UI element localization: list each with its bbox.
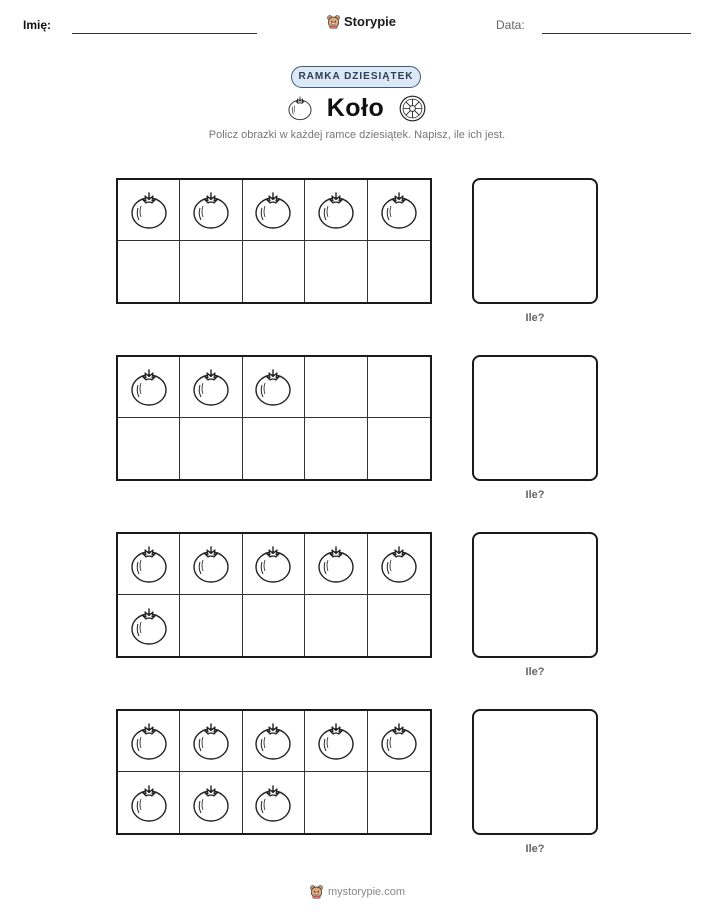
frame-cell <box>368 241 430 302</box>
tomato-icon <box>129 366 169 408</box>
frame-cell <box>180 534 242 595</box>
answer-box[interactable] <box>472 709 598 835</box>
tomato-icon <box>191 189 231 231</box>
frame-cell <box>305 534 367 595</box>
frame-cell <box>180 357 242 418</box>
frame-cell <box>305 357 367 418</box>
tomato-icon <box>253 782 293 824</box>
frame-cell <box>305 418 367 479</box>
answer-label: Ile? <box>525 489 545 501</box>
frame-cell <box>243 418 305 479</box>
tomato-icon <box>129 543 169 585</box>
frame-cell <box>180 418 242 479</box>
date-label: Data: <box>496 18 525 32</box>
frame-cell <box>305 595 367 656</box>
frame-cell <box>243 711 305 772</box>
tomato-icon <box>129 720 169 762</box>
frame-cell <box>305 180 367 241</box>
page-title: Koło <box>326 93 385 122</box>
tomato-icon <box>316 189 356 231</box>
frame-cell <box>180 711 242 772</box>
tomato-icon <box>253 189 293 231</box>
frame-cell <box>118 772 180 833</box>
frame-cell <box>368 418 430 479</box>
frame-cell <box>118 534 180 595</box>
frame-cell <box>305 711 367 772</box>
tomato-icon <box>316 720 356 762</box>
frame-cell <box>118 595 180 656</box>
brand-logo <box>326 14 396 29</box>
frame-cell <box>368 180 430 241</box>
answer-box[interactable] <box>472 532 598 658</box>
tomato-icon <box>253 720 293 762</box>
frame-cell <box>243 241 305 302</box>
frame-cell <box>368 595 430 656</box>
tomato-icon <box>129 605 169 647</box>
frame-cell <box>305 241 367 302</box>
tomato-icon <box>191 782 231 824</box>
frame-cell <box>180 241 242 302</box>
frame-cell <box>118 180 180 241</box>
frame-cell <box>368 772 430 833</box>
ten-frame <box>116 709 432 835</box>
frame-cell <box>368 534 430 595</box>
frame-cell <box>118 711 180 772</box>
footer-url: mystorypie.com <box>327 885 406 898</box>
ten-frame <box>116 532 432 658</box>
brand-name: Storypie <box>344 14 397 29</box>
tomato-icon <box>129 189 169 231</box>
tomato-icon <box>129 782 169 824</box>
frame-cell <box>118 241 180 302</box>
frame-cell <box>180 180 242 241</box>
worksheet-type-badge: RAMKA DZIESIĄTEK <box>291 66 421 88</box>
frame-cell <box>243 357 305 418</box>
ten-frame <box>116 178 432 304</box>
tomato-icon <box>316 543 356 585</box>
tomato-icon <box>379 543 419 585</box>
name-line[interactable] <box>72 33 257 34</box>
frame-cell <box>180 595 242 656</box>
frame-cell <box>368 357 430 418</box>
answer-label: Ile? <box>525 666 545 678</box>
frame-cell <box>243 595 305 656</box>
tomato-icon <box>379 720 419 762</box>
tomato-icon <box>191 366 231 408</box>
tomato-icon <box>253 366 293 408</box>
title-row <box>0 91 714 125</box>
answer-box[interactable] <box>472 178 598 304</box>
answer-label: Ile? <box>525 312 545 324</box>
frame-cell <box>243 180 305 241</box>
tomato-icon <box>191 720 231 762</box>
tomato-icon <box>191 543 231 585</box>
frame-cell <box>368 711 430 772</box>
answer-box[interactable] <box>472 355 598 481</box>
date-line[interactable] <box>542 33 691 34</box>
bear-mascot-icon <box>309 884 324 899</box>
instruction-text: Policz obrazki w każdej ramce dziesiątek. Napisz, ile ich jest. <box>208 129 506 141</box>
bear-mascot-icon <box>326 14 341 29</box>
frame-cell <box>243 534 305 595</box>
frame-cell <box>118 357 180 418</box>
tomato-icon <box>287 94 313 122</box>
frame-cell <box>305 772 367 833</box>
wheel-icon <box>398 94 427 123</box>
name-label: Imię: <box>23 18 52 32</box>
frame-cell <box>180 772 242 833</box>
footer <box>0 884 714 899</box>
tomato-icon <box>253 543 293 585</box>
tomato-icon <box>379 189 419 231</box>
ten-frame <box>116 355 432 481</box>
answer-label: Ile? <box>525 843 545 855</box>
frame-cell <box>118 418 180 479</box>
frame-cell <box>243 772 305 833</box>
